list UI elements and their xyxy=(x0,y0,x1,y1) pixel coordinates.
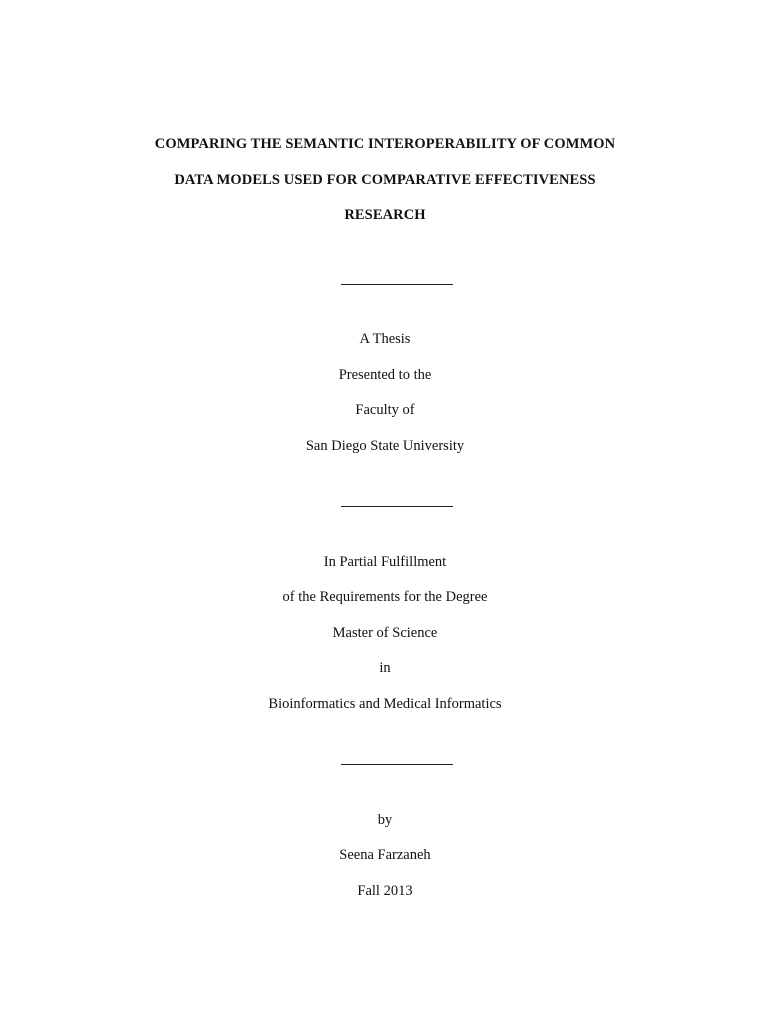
section-divider-3 xyxy=(341,764,453,765)
university-name: San Diego State University xyxy=(305,438,465,454)
partial-fulfillment-line: In Partial Fulfillment xyxy=(323,554,447,570)
thesis-title-line-2: DATA MODELS USED FOR COMPARATIVE EFFECTIVENESS xyxy=(174,172,596,188)
thesis-title-line-3: RESEARCH xyxy=(344,207,426,223)
presented-to-line: Presented to the xyxy=(338,367,432,383)
section-divider-1 xyxy=(341,284,453,285)
faculty-of-line: Faculty of xyxy=(355,402,415,418)
submission-term: Fall 2013 xyxy=(357,883,413,899)
requirements-line: of the Requirements for the Degree xyxy=(282,589,488,605)
degree-name: Master of Science xyxy=(332,625,438,641)
program-name: Bioinformatics and Medical Informatics xyxy=(268,696,502,712)
thesis-label: A Thesis xyxy=(359,331,411,347)
by-line: by xyxy=(377,812,393,828)
author-name: Seena Farzaneh xyxy=(339,847,431,863)
section-divider-2 xyxy=(341,506,453,507)
in-line: in xyxy=(379,660,391,676)
thesis-title-line-1: COMPARING THE SEMANTIC INTEROPERABILITY OF COMMON xyxy=(154,136,616,152)
